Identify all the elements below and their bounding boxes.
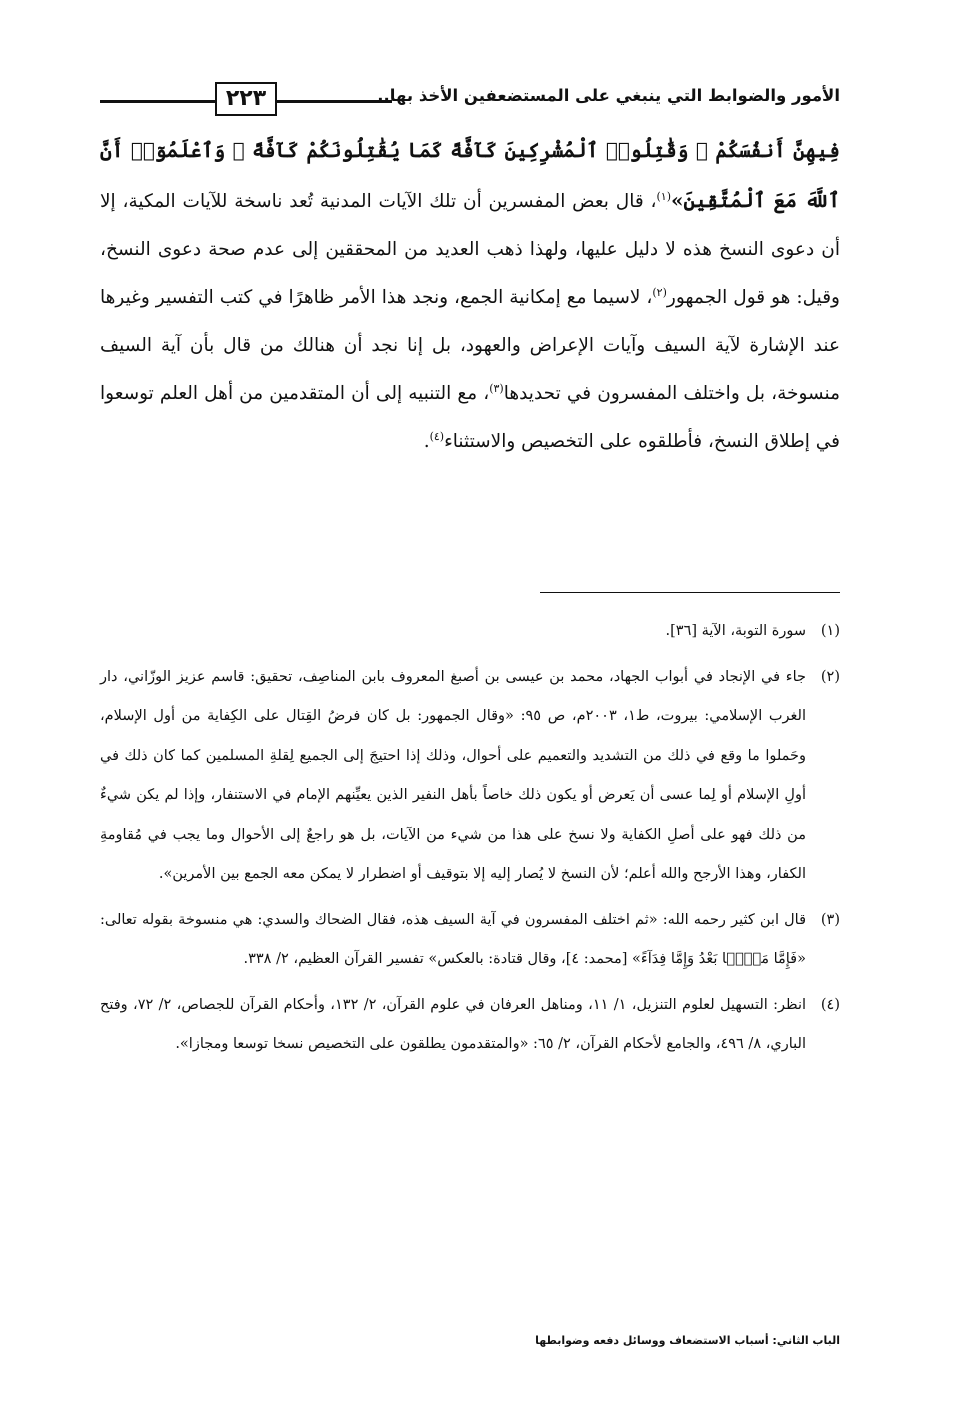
quran-verse: فِيهِنَّ أَنفُسَكُمْ ۚ وَقَٰتِلُوا۟ ٱلْمُشْرِكِينَ كَآفَّةً كَمَا يُقَٰتِلُونَكُمْ كَآفَّةً ۚ وَٱعْلَمُوٓا۟ أَنَّ ٱللَّهَ مَعَ ٱلْمُتَّقِينَ» (100, 138, 840, 212)
footnote-number: (٣) (820, 911, 840, 928)
footnote-text: قال ابن كثير رحمه الله: «ثم اختلف المفسرون في آية السيف هذه، فقال الضحاك والسدي: هي منسوخة بقوله تعالى: «فَإِمَّا مَنًّۢا بَعْدُ وَإِمَّا فِدَآءً» [محمد: ٤]، وقال قتادة: بالعكس» تفسير القرآن العظيم، ٢/ ٣٣٨. (100, 911, 806, 967)
page-header (100, 78, 840, 122)
chapter-footer: الباب الثاني: أسباب الاستضعاف ووسائل دفعه وضوابطها (535, 1334, 840, 1347)
footnote-text: انظر: التسهيل لعلوم التنزيل، ١/ ١١، ومناهل العرفان في علوم القرآن، ٢/ ١٣٢، وأحكام القرآن للجصاص، ٢/ ٧٢، وفتح الباري، ٨/ ٤٩٦، والجامع لأحكام القرآن، ٢/ ٦٥: «والمتقدمون يطلقون على التخصيص نسخا توسعا ومجازا». (100, 996, 807, 1052)
body-text-4: . (423, 431, 430, 452)
page-number: ٢٢٣ (215, 82, 277, 116)
header-rule-middle (277, 100, 392, 103)
header-rule-left (100, 100, 215, 103)
footnote-4 (100, 986, 840, 1065)
footnote-text: سورة التوبة، الآية [٣٦]. (665, 623, 806, 639)
footnote-ref-3[interactable]: (٣) (489, 381, 504, 395)
footnote-number: (١) (820, 623, 840, 639)
footnotes (100, 612, 840, 1071)
body-paragraph (100, 126, 840, 466)
body-text-3: ، مع التنبيه إلى أن المتقدمين من أهل العلم توسعوا في إطلاق النسخ، فأطلقوه على التخصيص والاستثناء (100, 383, 840, 452)
footnote-1 (100, 612, 840, 652)
main-body-text (100, 126, 840, 466)
footnote-3 (100, 901, 840, 980)
footnote-separator (540, 592, 840, 593)
body-text-2: ، لاسيما مع إمكانية الجمع، ونجد هذا الأمر ظاهرًا في كتب التفسير وغيرها عند الإشارة لآية السيف وآيات الإعراض والعهود، بل إنا نجد أن هنالك من قال بأن آية السيف منسوخة، بل واختلف المفسرون في تحديدها (100, 287, 841, 404)
footnote-text: جاء في الإنجاد في أبواب الجهاد، محمد بن عيسى بن أصبغ المعروف بابن المناصِف، تحقيق: قاسم عزيز الوزّاني، دار الغرب الإسلامي: بيروت، ط١، ٢٠٠٣م، ص ٩٥: «وقال الجمهور: بل كان فرضُ القِتال على الكِفاية من أول الإسلام، وحَملوا ما وقع في ذلك من التشديد والتعميم على أحوال، وذلك إذا احتيجَ إلى الجميع لِقلةِ المسلمين كما كان ذلك في أولِ الإسلام أو لِما عسى أن يَعرض أو يكون ذلك خاصاً بأهل النفير الذين يعيِّنهم الإمام في الاستنفار، وإذا لم يكن شيءٌ من ذلك فهو على أصلِ الكفاية ولا نسخ على هذا من شيء من الآيات، بل هو راجعٌ إلى الأحوال وما يجب في مُقاومةِ الكفار، وهذا الأرجح والله أعلم؛ لأن النسخ لا يُصار إليه إلا بتوقيف أو اضطرار لا يمكن معه الجمع بين الأمرين». (100, 668, 806, 882)
footnote-number: (٤) (820, 996, 840, 1013)
footnote-number: (٢) (820, 668, 840, 685)
body-text-1: ، قال بعض المفسرين أن تلك الآيات المدنية تُعد ناسخة للآيات المكية، إلا أن دعوى النسخ هذه لا دليل عليها، ولهذا ذهب العديد من المحققين إلى عدم صحة دعوى النسخ، وقيل: هو قول الجمهور (100, 191, 840, 308)
footnote-ref-2[interactable]: (٢) (652, 285, 667, 299)
footnote-ref-4[interactable]: (٤) (429, 429, 445, 443)
running-title: الأمور والضوابط التي ينبغي على المستضعفين الأخذ بها.. (377, 86, 840, 105)
footnote-ref-1[interactable]: (١) (656, 189, 672, 203)
footnote-2 (100, 658, 840, 895)
